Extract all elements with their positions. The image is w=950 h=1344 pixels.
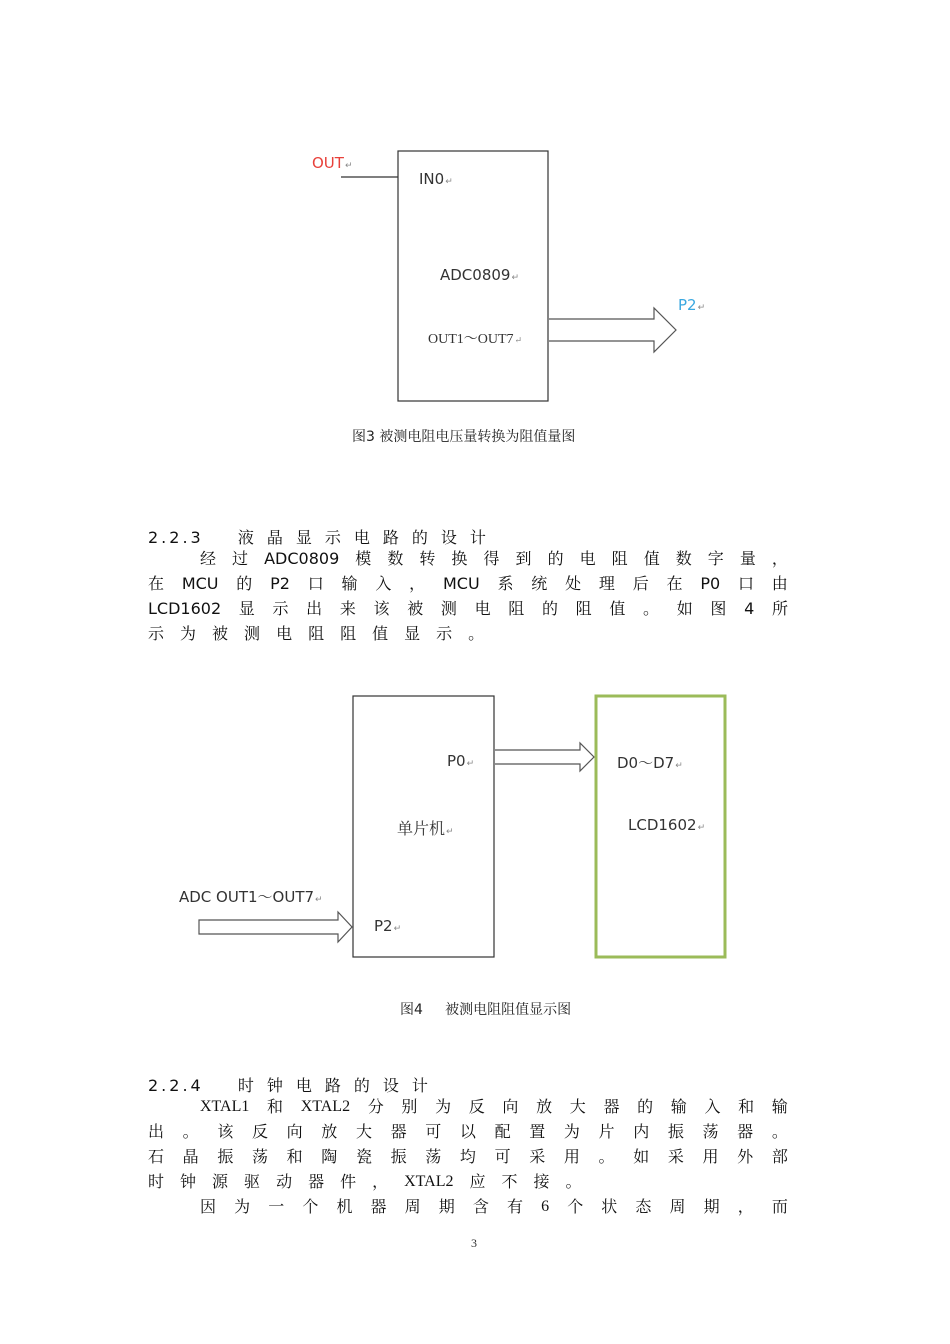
paragraph-token: 转 [419,549,436,568]
paragraph-token: 器 [390,1122,407,1141]
paragraph-token: 电 [276,624,293,643]
paragraph-token: 荡 [251,1147,268,1166]
paragraph-token: 4 [744,599,755,618]
paragraph-token: 。 [468,624,485,643]
paragraph-token: 和 [738,1097,755,1116]
paragraph-token: 。 [771,1122,788,1141]
paragraph-token: 入 [375,574,392,593]
paragraph-token: 接 [533,1172,550,1191]
paragraph-token: XTAL2 [404,1173,454,1190]
paragraph-token: 处 [565,574,582,593]
fig4-lcd-label: LCD1602 ↵ [628,816,705,834]
paragraph-token: 期 [438,1197,455,1216]
paragraph-token: 源 [212,1172,229,1191]
paragraph-token: 输 [771,1097,788,1116]
paragraph-token: 振 [390,1147,407,1166]
paragraph-token: 置 [529,1122,546,1141]
paragraph-token: 。 [182,1122,199,1141]
paragraph-token: 器 [737,1122,754,1141]
paragraph-token: 因 [200,1197,217,1216]
paragraph-token: 被 [407,599,424,618]
paragraph-token: 可 [425,1122,442,1141]
paragraph-token: 外 [737,1147,754,1166]
paragraph-token: ， [737,1197,754,1216]
paragraph-token: 字 [707,549,724,568]
fig3-caption: 图3 被测电阻电压量转换为阻值量图 [352,429,576,445]
paragraph-token: 口 [737,574,754,593]
paragraph-token: ， [409,574,426,593]
paragraph-token: 的 [547,549,564,568]
paragraph-token: 阻 [508,599,525,618]
paragraph-token: 向 [286,1122,303,1141]
fig4-adc-label: ADC OUT1～OUT7 ↵ [179,886,323,907]
paragraph-token: 阻 [575,599,592,618]
paragraph-token: 阻 [611,549,628,568]
paragraph-token: 个 [567,1197,584,1216]
paragraph-token: 由 [771,574,788,593]
fig3-in0-label: IN0 ↵ [419,170,453,188]
adc-to-mcu-arrow [199,912,352,942]
fig3-chip-label: ADC0809 ↵ [440,266,519,284]
paragraph-token: ， [372,1172,389,1191]
paragraph-token: 如 [633,1147,650,1166]
p0-to-lcd-arrow [495,743,594,771]
paragraph-token: 采 [667,1147,684,1166]
paragraph-token: 晶 [182,1147,199,1166]
paragraph-token: 分 [367,1097,384,1116]
paragraph-token: 含 [472,1197,489,1216]
sec223-line-2 [148,571,788,596]
paragraph-token: 不 [501,1172,518,1191]
paragraph-token: 值 [609,599,626,618]
paragraph-token: 入 [704,1097,721,1116]
section-224-heading [148,1073,441,1096]
paragraph-token: 振 [667,1122,684,1141]
sec224-line-1 [200,1094,788,1119]
paragraph-token: 被 [212,624,229,643]
paragraph-token: 为 [435,1097,452,1116]
paragraph-token: 放 [536,1097,553,1116]
paragraph-token: 的 [637,1097,654,1116]
fig4-lcd-data-label: D0～D7 ↵ [617,752,683,773]
paragraph-token: 应 [469,1172,486,1191]
paragraph-token: 的 [236,574,253,593]
page-number: 3 [471,1236,477,1250]
paragraph-token: 系 [497,574,514,593]
paragraph-token: 后 [632,574,649,593]
paragraph-token: 石 [148,1147,165,1166]
paragraph-token: 和 [267,1097,284,1116]
paragraph-token: 。 [598,1147,615,1166]
fig3-out-label: OUT1～OUT7 ↵ [428,328,522,348]
paragraph-token: 个 [302,1197,319,1216]
paragraph-token: P2 [270,574,290,593]
paragraph-token: 陶 [321,1147,338,1166]
output-arrow-p2 [549,308,676,352]
sec224-line-3 [148,1144,788,1169]
paragraph-token: 显 [238,599,255,618]
paragraph-token: MCU [181,574,219,593]
paragraph-token: 来 [339,599,356,618]
paragraph-token: 以 [459,1122,476,1141]
paragraph-token: 和 [286,1147,303,1166]
paragraph-token: 在 [148,574,165,593]
paragraph-token: 别 [401,1097,418,1116]
paragraph-token: 配 [494,1122,511,1141]
paragraph-token: 示 [272,599,289,618]
paragraph-token: 电 [474,599,491,618]
paragraph-token: P0 [700,574,721,593]
paragraph-token: ADC0809 [264,549,340,568]
paragraph-token: 向 [502,1097,519,1116]
paragraph-token: LCD1602 [148,599,222,618]
sec223-line-3 [148,596,788,621]
paragraph-token: 荡 [702,1122,719,1141]
paragraph-token: 为 [234,1197,251,1216]
paragraph-token: 振 [217,1147,234,1166]
section-223-number: 2.2.3 [148,528,204,547]
paragraph-token: 输 [341,574,358,593]
paragraph-token: XTAL1 [200,1098,250,1115]
paragraph-token: 反 [251,1122,268,1141]
paragraph-token: 时 [148,1172,165,1191]
section-223-heading [148,525,499,548]
paragraph-token: 值 [643,549,660,568]
paragraph-token: 。 [565,1172,582,1191]
sec224-line-5 [200,1194,788,1219]
paragraph-token: 有 [506,1197,523,1216]
section-223-title: 液晶显示电路的设计 [237,528,499,547]
paragraph-token: 出 [306,599,323,618]
paragraph-token: 采 [529,1147,546,1166]
paragraph-token: 经 [200,549,217,568]
paragraph-token: 为 [563,1122,580,1141]
paragraph-token: 件 [340,1172,357,1191]
paragraph-token: 统 [531,574,548,593]
paragraph-token: 在 [666,574,683,593]
paragraph-token: 状 [601,1197,618,1216]
paragraph-token: 周 [669,1197,686,1216]
paragraph-token: 到 [515,549,532,568]
paragraph-token: ， [771,549,788,568]
paragraph-token: 周 [404,1197,421,1216]
sec223-line-4 [148,621,788,646]
sec224-line-2 [148,1119,788,1144]
paragraph-token: 得 [483,549,500,568]
paragraph-token: 态 [635,1197,652,1216]
paragraph-token: 6 [541,1198,550,1215]
paragraph-token: 的 [541,599,558,618]
paragraph-token: 该 [373,599,390,618]
paragraph-token: 均 [459,1147,476,1166]
paragraph-token: 而 [771,1197,788,1216]
section-224-number: 2.2.4 [148,1076,204,1095]
paragraph-token: 该 [217,1122,234,1141]
paragraph-token: 可 [494,1147,511,1166]
paragraph-token: 阻 [340,624,357,643]
paragraph-token: 为 [180,624,197,643]
paragraph-token: 测 [440,599,457,618]
paragraph-token: 片 [598,1122,615,1141]
paragraph-token: 钟 [180,1172,197,1191]
paragraph-token: 数 [387,549,404,568]
paragraph-token: 瓷 [355,1147,372,1166]
fig4-p2-label: P2 ↵ [374,917,401,935]
paragraph-token: 出 [148,1122,165,1141]
paragraph-token: 器 [308,1172,325,1191]
paragraph-token: 输 [670,1097,687,1116]
paragraph-token: 大 [569,1097,586,1116]
paragraph-token: 口 [307,574,324,593]
paragraph-token: 机 [336,1197,353,1216]
paragraph-token: 值 [372,624,389,643]
paragraph-token: 图 [710,599,727,618]
paragraph-token: 示 [148,624,165,643]
paragraph-token: 放 [321,1122,338,1141]
paragraph-token: 大 [355,1122,372,1141]
paragraph-token: 用 [702,1147,719,1166]
paragraph-token: 模 [355,549,372,568]
paragraph-token: 显 [404,624,421,643]
paragraph-token: 。 [643,599,660,618]
paragraph-token: 用 [563,1147,580,1166]
section-224-title: 时钟电路的设计 [237,1076,441,1095]
paragraph-token: 如 [676,599,693,618]
paragraph-token: 驱 [244,1172,261,1191]
sec224-line-4 [148,1169,788,1194]
paragraph-token: 动 [276,1172,293,1191]
fig4-caption: 图4 被测电阻阻值显示图 [400,1002,572,1018]
paragraph-token: 数 [675,549,692,568]
fig4-mcu-label: 单片机 ↵ [397,816,454,839]
paragraph-token: 所 [771,599,788,618]
paragraph-token: 一 [268,1197,285,1216]
paragraph-token: 期 [703,1197,720,1216]
paragraph-token: 量 [739,549,756,568]
paragraph-token: 示 [436,624,453,643]
paragraph-token: 荡 [425,1147,442,1166]
sec223-line-1 [200,546,788,571]
paragraph-token: 部 [771,1147,788,1166]
paragraph-token: 电 [579,549,596,568]
paragraph-token: 内 [633,1122,650,1141]
paragraph-token: MCU [442,574,480,593]
paragraph-token: 器 [370,1197,387,1216]
paragraph-token: 换 [451,549,468,568]
paragraph-token: 器 [603,1097,620,1116]
paragraph-token: 阻 [308,624,325,643]
paragraph-token: 反 [468,1097,485,1116]
fig4-p0-label: P0 ↵ [447,752,474,770]
paragraph-token: 测 [244,624,261,643]
paragraph-token: 过 [232,549,249,568]
fig3-input-label: OUT ↵ [312,154,353,172]
paragraph-token: 理 [598,574,615,593]
paragraph-token: XTAL2 [300,1098,351,1115]
fig3-p2-label: P2 ↵ [678,296,705,314]
